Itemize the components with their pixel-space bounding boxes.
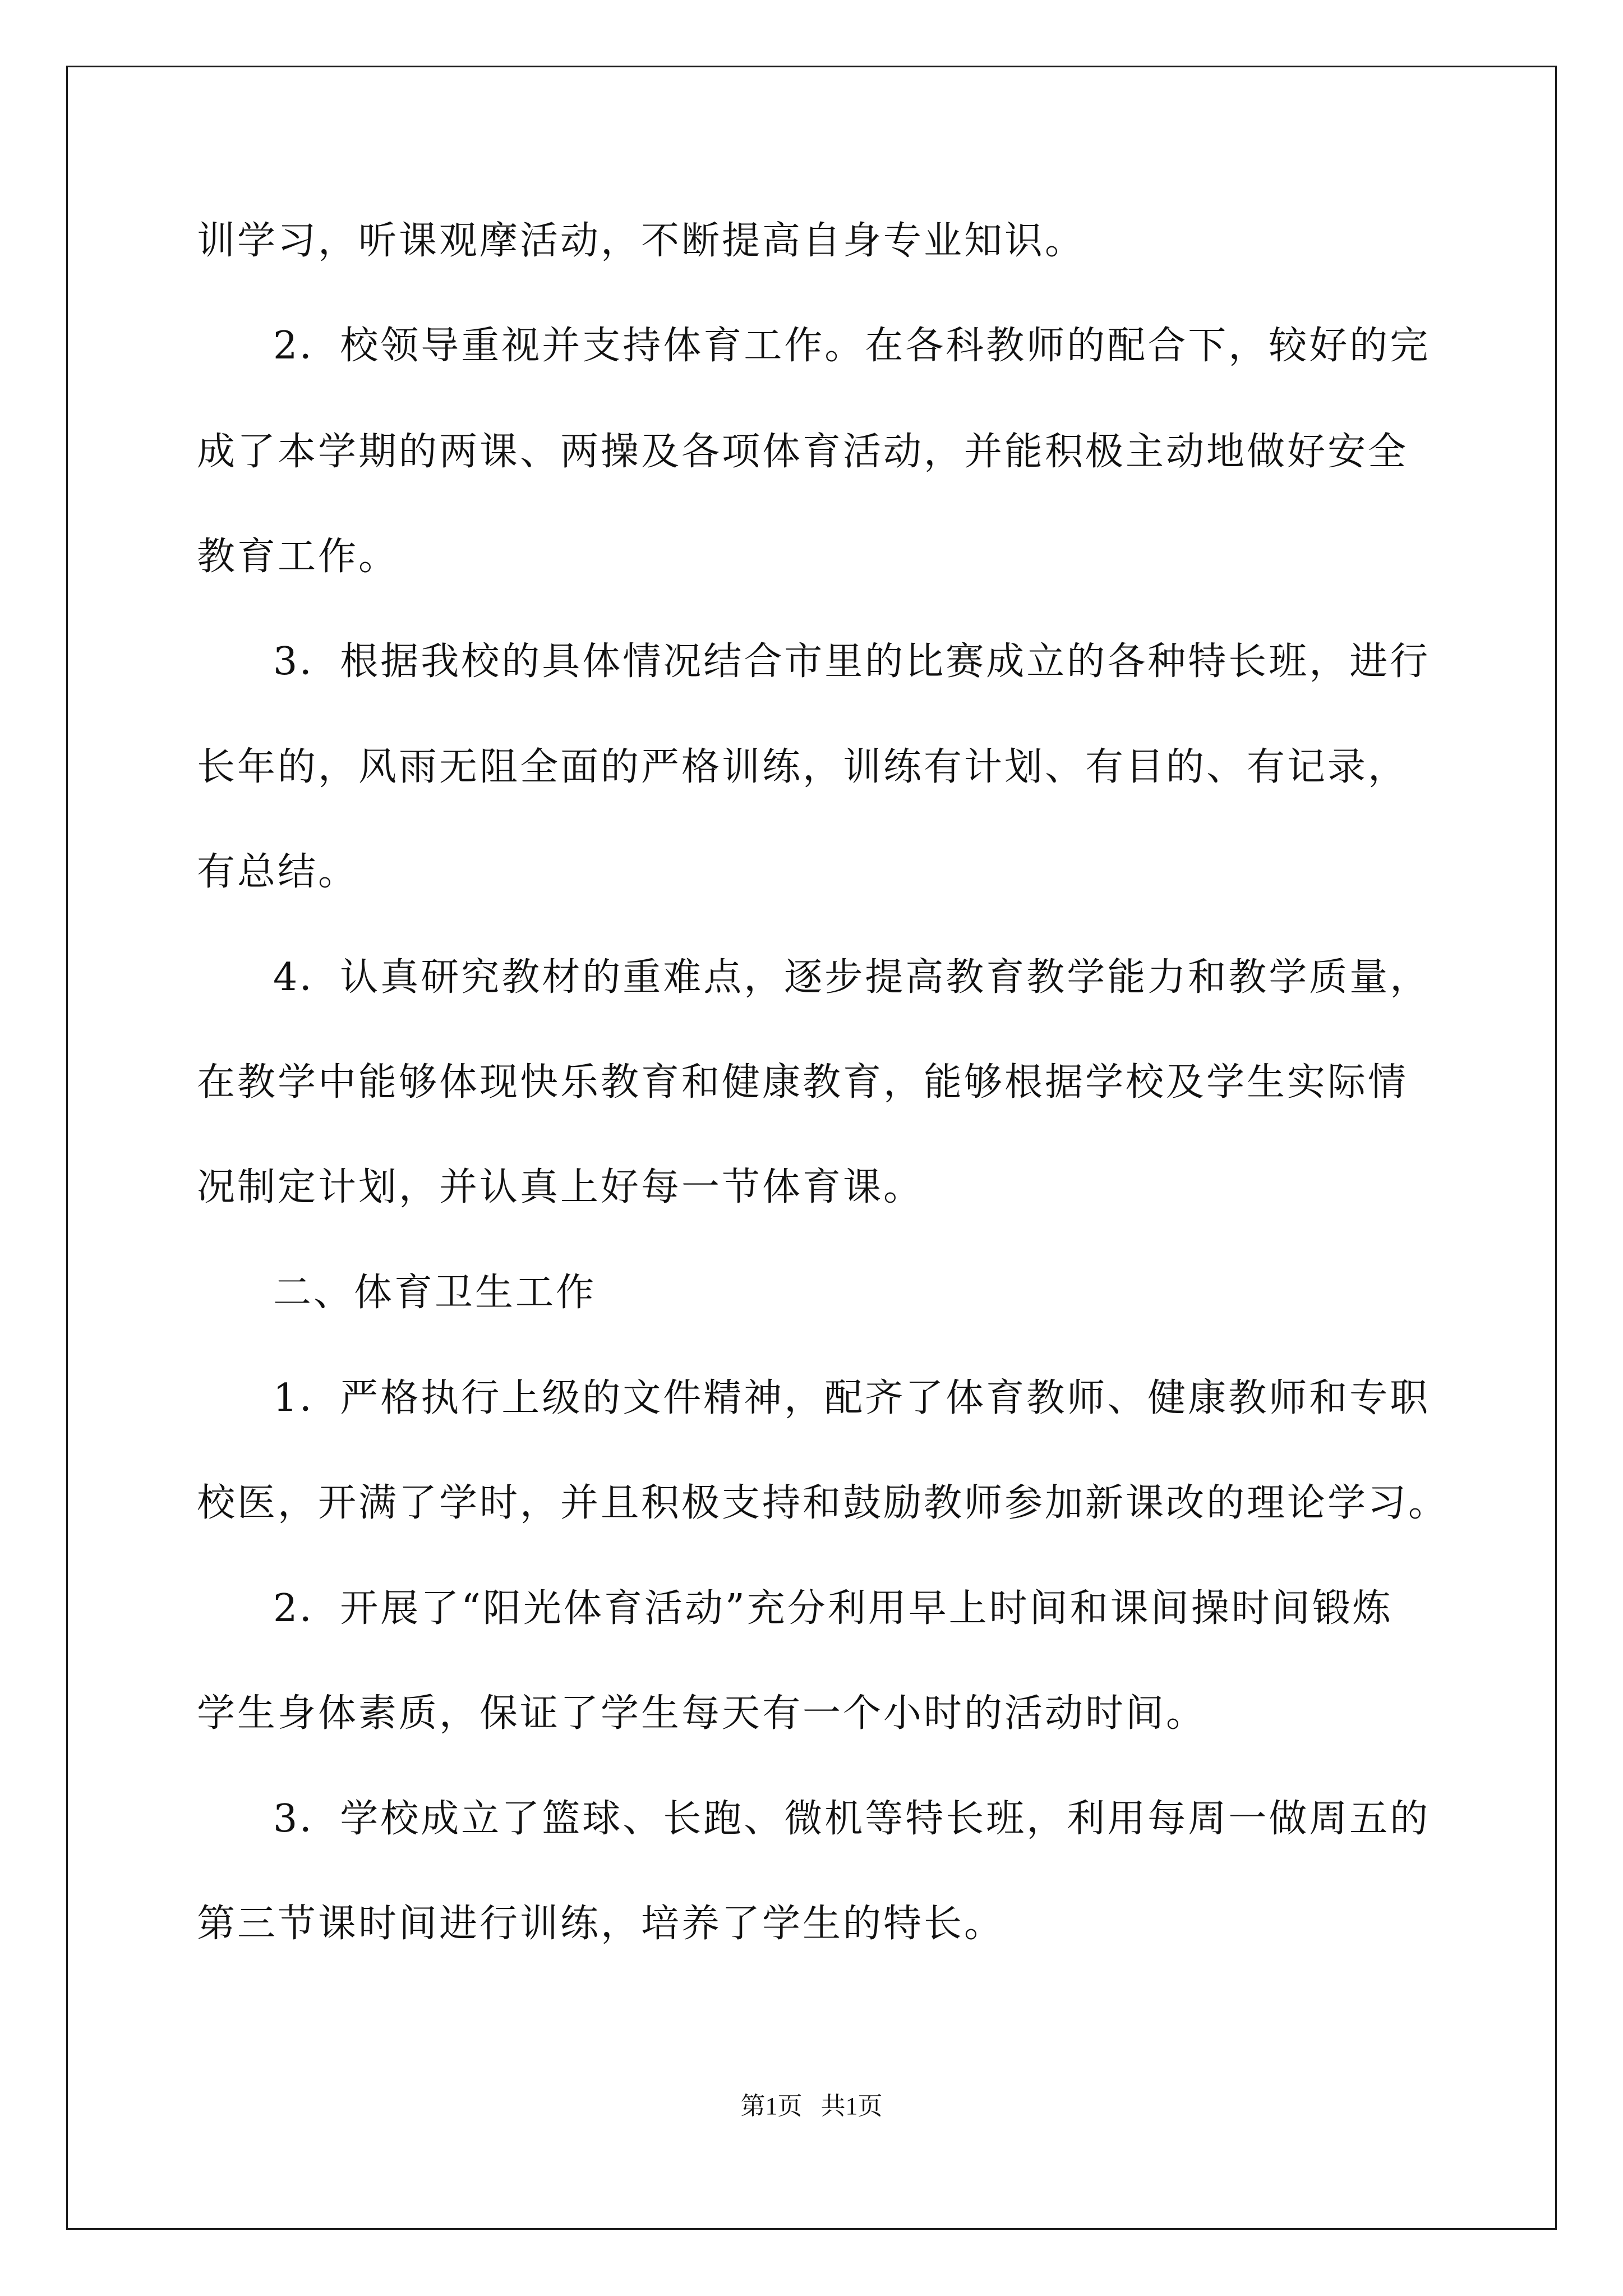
- section-heading: 二、体育卫生工作: [273, 1271, 597, 1315]
- text-line: 校医，开满了学时，并且积极支持和鼓励教师参加新课改的理论学习。: [197, 1481, 1449, 1525]
- text-line: 3．学校成立了篮球、长跑、微机等特长班，利用每周一做周五的: [273, 1797, 1431, 1841]
- text-line: 第三节课时间进行训练，培养了学生的特长。: [197, 1902, 1005, 1946]
- text-line: 4．认真研究教材的重难点，逐步提高教育教学能力和教学质量，: [273, 955, 1431, 1000]
- text-line: 训学习，听课观摩活动，不断提高自身专业知识。: [197, 219, 1086, 263]
- text-line: 在教学中能够体现快乐教育和健康教育，能够根据学校及学生实际情: [197, 1060, 1409, 1105]
- page-number-footer: 第1页 共1页: [740, 2092, 883, 2120]
- text-line: 况制定计划，并认真上好每一节体育课。: [197, 1165, 924, 1209]
- text-line: 学生身体素质，保证了学生每天有一个小时的活动时间。: [197, 1691, 1207, 1736]
- text-line: 1．严格执行上级的文件精神，配齐了体育教师、健康教师和专职: [273, 1376, 1431, 1420]
- text-line: 2．校领导重视并支持体育工作。在各科教师的配合下，较好的完: [273, 324, 1431, 368]
- text-line: 2．开展了“阳光体育活动”充分利用早上时间和课间操时间锻炼: [273, 1586, 1393, 1631]
- text-line: 长年的，风雨无阻全面的严格训练，训练有计划、有目的、有记录，: [197, 745, 1409, 789]
- text-line: 有总结。: [197, 850, 359, 894]
- text-line: 教育工作。: [197, 535, 399, 579]
- text-line: 成了本学期的两课、两操及各项体育活动，并能积极主动地做好安全: [197, 430, 1409, 474]
- text-line: 3．根据我校的具体情况结合市里的比赛成立的各种特长班，进行: [273, 639, 1431, 684]
